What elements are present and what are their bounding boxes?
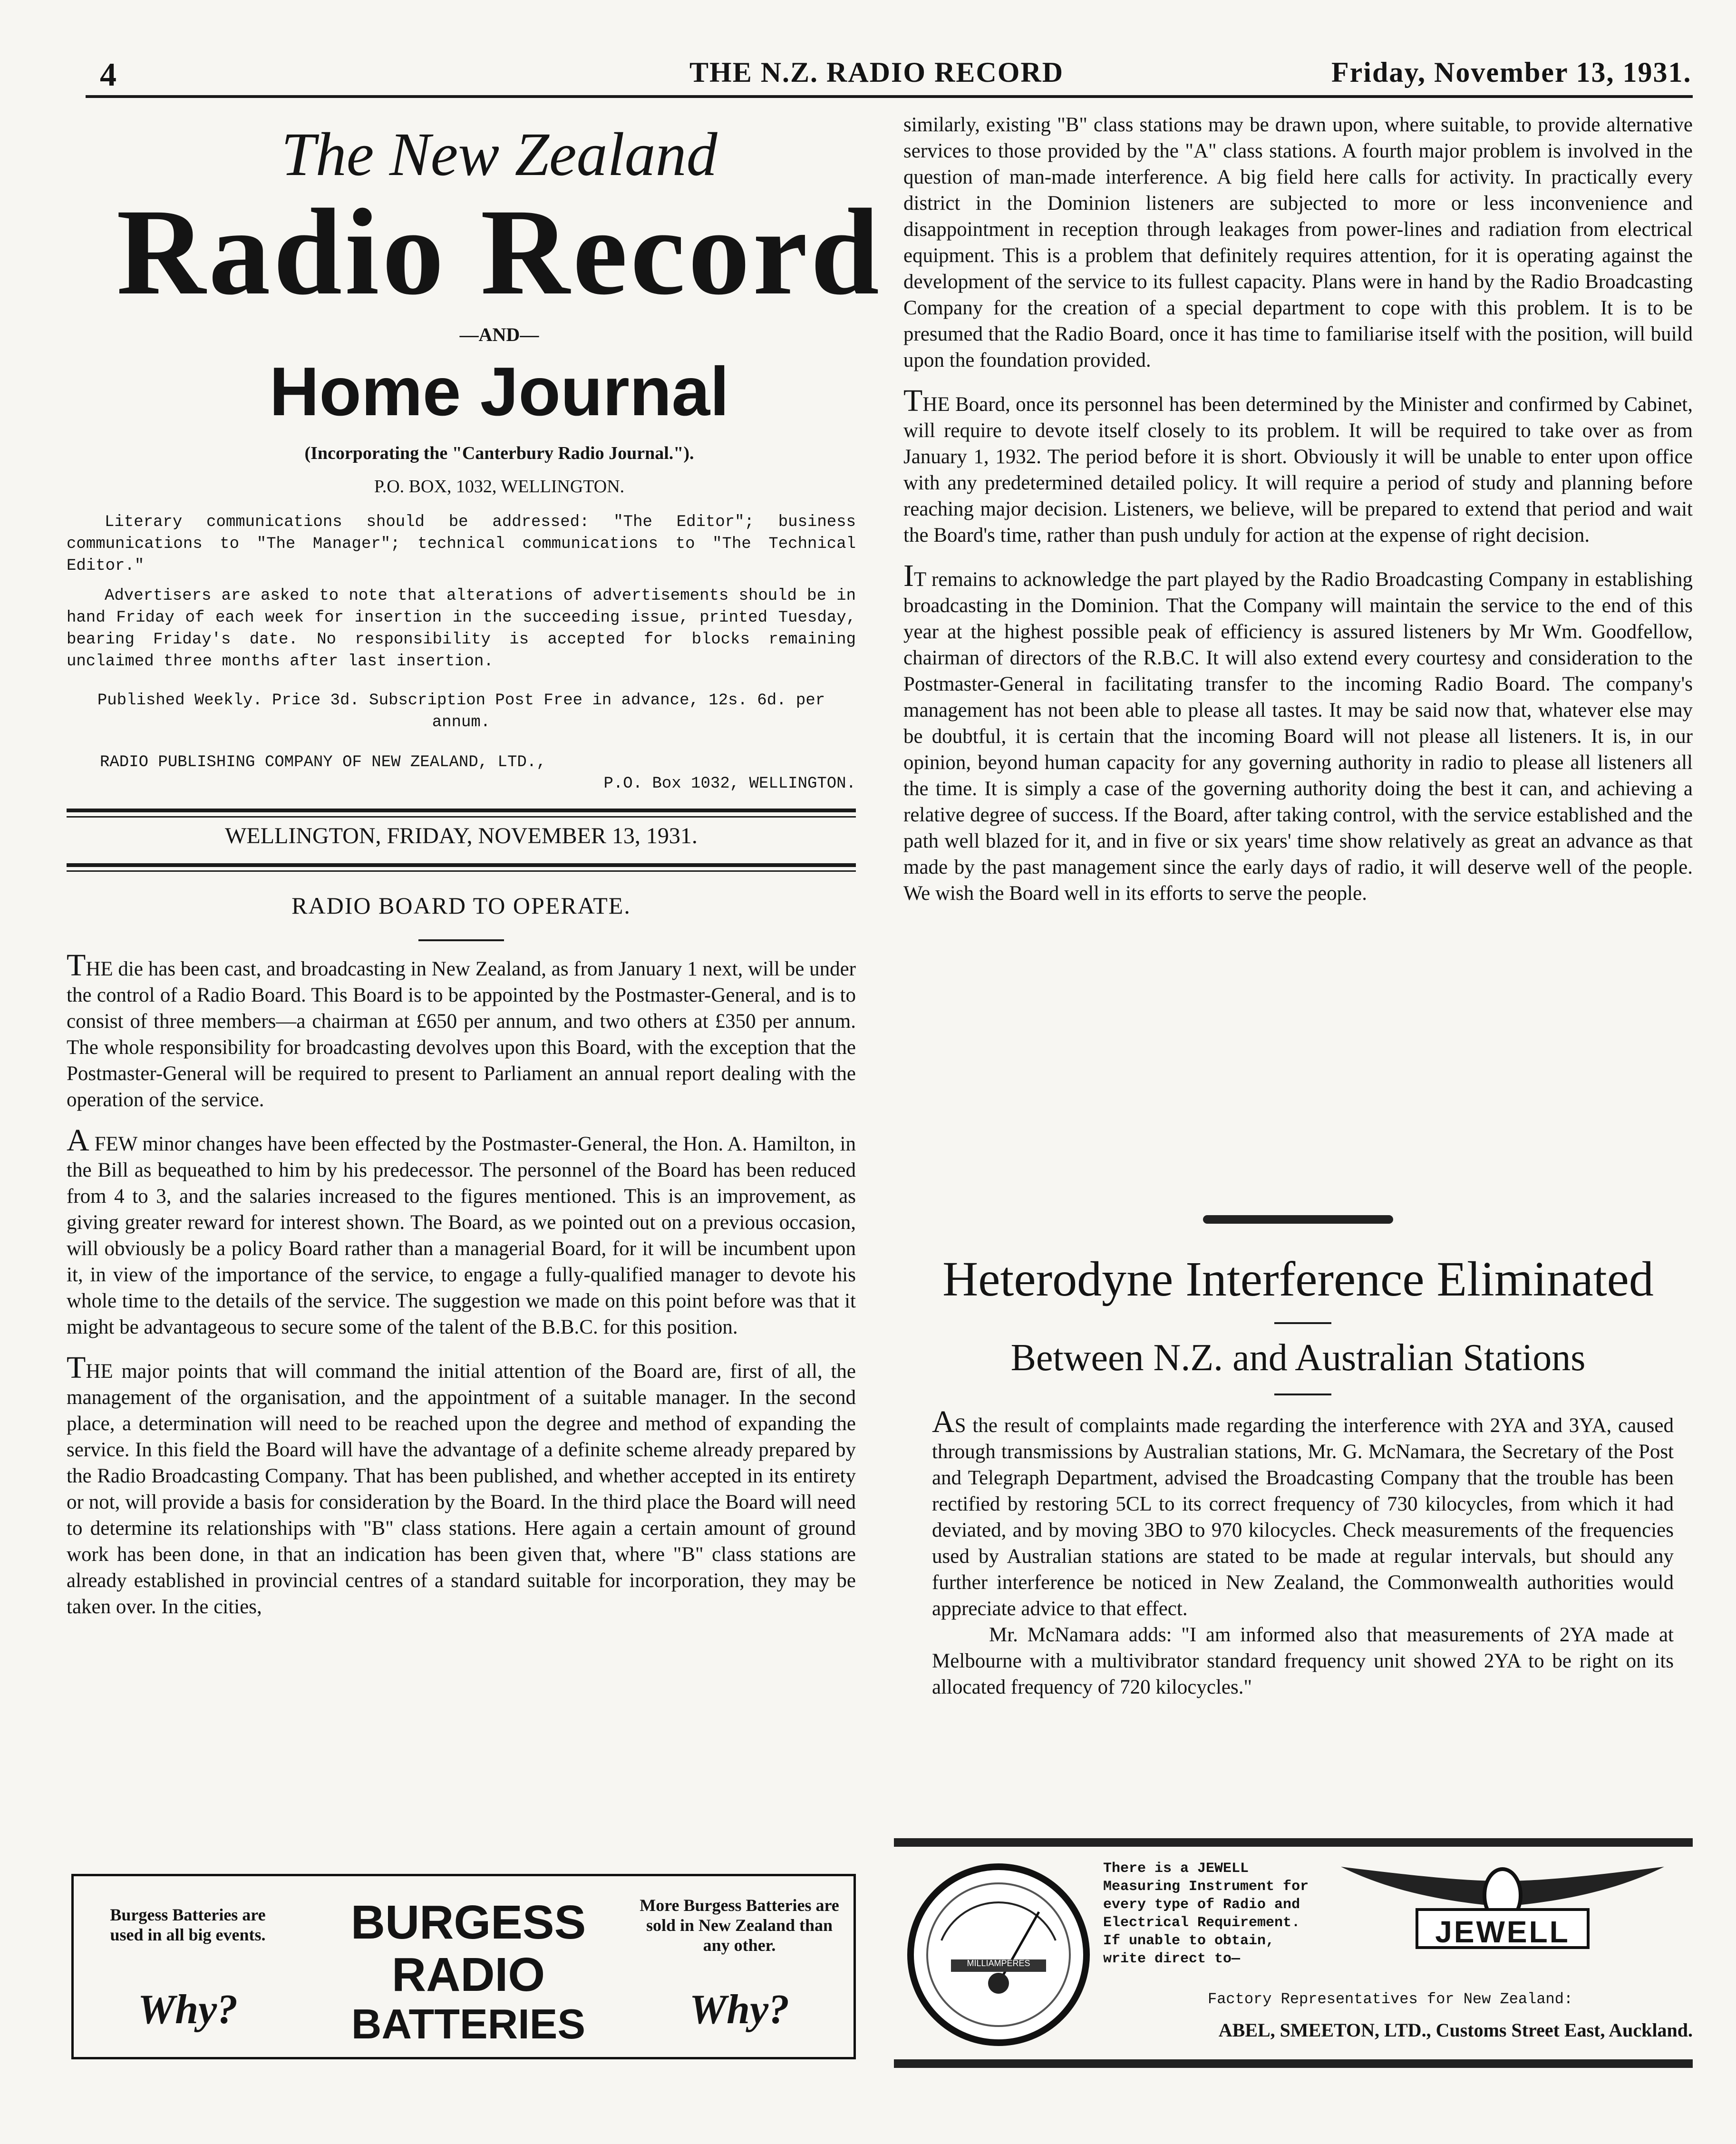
jewell-meter-label: MILLIAMPERES — [967, 1959, 1030, 1968]
editorial-title: RADIO BOARD TO OPERATE. — [291, 892, 631, 919]
editorial-paragraph-4: similarly, existing "B" class stations may be drawn upon, where suitable, to provide alternative services to those provided by the "A" class stations. A fourth major problem is involved in the question of man-made interference. A big field here calls for activity. In practically every district in the Dominion listeners are subjected to more or less inconvenience and disappointment in reception through leakages from power-lines and radiation from electrical equipment. This is a problem that definitely requires attention, for it is operating against the development of the service to its fullest capacity. Plans were in hand by the Radio Broadcasting Company for the creation of a special department to cope with this problem. It is to be presumed that the Radio Board, once it has time to familiarise itself with the position, will build upon the foundation provided. — [903, 114, 1693, 371]
burgess-why-left: Why? — [137, 1987, 238, 2033]
editorial-paragraph-1: THE die has been cast, and broadcasting in New Zealand, as from January 1 next, will be under the control of a Radio Board. This Board is to be appointed by the Postmaster-General, and is to consist of three members—a chairman at £650 per annum, and two others at £350 per annum. The whole responsibility for broadcasting devolves upon this Board, with the exception that the Postmaster-General will be required to present to Parliament an annual report dealing with the operation of the service. — [67, 948, 856, 1111]
header-rule — [86, 95, 1693, 98]
editorial-paragraph-2: A FEW minor changes have been effected by the Postmaster-General, the Hon. A. Hamilton, in the Bill as bequeathed to him by his predecessor. The personnel of the Board has been reduced from 4 to 3, and the salaries increased to the figures mentioned. This is an improvement, as giving greater reward for interest shown. The Board, as we pointed out on a previous occasion, will obviously be a policy Board rather than a managerial Board, for it will be incumbent upon it, in view of the importance of the service, to engage a fully-qualified manager to devote his whole time to the details of the service. The suggestion we made on this point before was that it might be advantageous to secure some of the talent of the B.B.C. for this position. — [67, 1123, 856, 1338]
masthead-literary: Literary communications should be addressed: "The Editor"; business communications to "The Manager"; technical communications to "The Technical Editor." — [67, 513, 856, 575]
editorial-paragraph-3: THE major points that will command the initial attention of the Board are, first of all, the management of the organisation, and the appointment of a suitable manager. In the second place, a determination will need to be reached upon the degree and method of expanding the service. In this field the Board will have the advantage of a definite scheme already prepared by the Radio Broadcasting Company. That has been published, and whether accepted in its entirety or not, will provide a basis for consideration by the Board. In the third place the Board will need to determine its relationships with "B" class stations. Here again a certain amount of ground work has been done, in that an indication has been given that, where "B" class stations are already established in provincial centres of a standard suitable for incorporation, they may be taken over. In the cities, — [67, 1350, 856, 1618]
burgess-right-text: More Burgess Batteries are sold in New Zealand than any other. — [640, 1896, 839, 1955]
dateline-rule-thin — [67, 870, 856, 872]
masthead-and: —AND— — [459, 324, 539, 345]
masthead-published: Published Weekly. Price 3d. Subscription Post Free in advance, 12s. 6d. per annum. — [97, 692, 825, 731]
title-ornament — [418, 939, 504, 941]
article-body — [932, 1404, 1674, 1718]
article-subhead: Between N.Z. and Australian Stations — [1010, 1337, 1586, 1379]
issue-date: Friday, November 13, 1931. — [1331, 57, 1692, 88]
masthead-company: RADIO PUBLISHING COMPANY OF NEW ZEALAND, LTD., — [100, 753, 546, 771]
masthead-company-address: P.O. Box 1032, WELLINGTON. — [603, 775, 856, 793]
dateline-rule — [67, 863, 856, 867]
editorial-paragraph-5: THE Board, once its personnel has been determined by the Minister and confirmed by Cabinet, will require to devote itself closely to its problem. It will be required to take over as from January 1, 1932. The period before it is short. Obviously it will be unable to enter upon office with any predetermined detailed policy. It will require a period of study and planning before reaching major decision. Listeners, we believe, will be prepared to extend that period and wait the Board's time, rather than push unduly for action at the expense of right decision. — [903, 383, 1693, 546]
masthead-title: Radio Record — [116, 184, 883, 321]
burgess-brand-line1: BURGESS — [350, 1896, 586, 1949]
jewell-meter-icon — [903, 1860, 1094, 2050]
article-paragraph-2: Mr. McNamara adds: "I am informed also that measurements of 2YA made at Melbourne with a multivibrator standard frequency unit showed 2YA to be right on its allocated frequency of 720 kilocycles." — [932, 1624, 1674, 1698]
article-headline: Heterodyne Interference Eliminated — [942, 1252, 1654, 1306]
masthead-address: P.O. BOX, 1032, WELLINGTON. — [374, 477, 625, 497]
masthead-rule-thin — [67, 816, 856, 818]
jewell-company: ABEL, SMEETON, LTD., Customs Street East, Auckland. — [1218, 2019, 1693, 2041]
page-number: 4 — [100, 57, 117, 93]
masthead-advertisers: Advertisers are asked to note that alterations of advertisements should be in hand Friday of each week for insertion in the succeeding issue, printed Tuesday, bearing Friday's date. No responsibility is accepted for blocks remaining unclaimed three months after last insertion. — [67, 587, 856, 671]
publication-name: THE N.Z. RADIO RECORD — [689, 57, 1064, 88]
burgess-brand-line2: RADIO — [391, 1948, 545, 2001]
burgess-left-text: Burgess Batteries are used in all big events. — [110, 1905, 266, 1944]
headline-rule — [1274, 1322, 1331, 1324]
burgess-brand-line3: BATTERIES — [351, 2000, 586, 2047]
jewell-top-border — [894, 1838, 1693, 1847]
jewell-bottom-border — [894, 2059, 1693, 2068]
section-ornament — [1203, 1215, 1393, 1224]
burgess-why-right: Why? — [689, 1987, 790, 2033]
masthead-subtitle: Home Journal — [269, 353, 729, 430]
masthead-line1: The New Zealand — [281, 120, 718, 189]
jewell-brand: JEWELL — [1435, 1915, 1570, 1949]
article-paragraph-1: AS the result of complaints made regarding the interference with 2YA and 3YA, caused through transmissions by Australian stations, Mr. G. McNamara, the Secretary of the Post and Telegraph Department, advised the Broadcasting Company that the trouble has been rectified by restoring 5CL to its correct frequency of 730 kilocycles, from which it had deviated, and by moving 3BO to 970 kilocycles. Check measurements of the frequencies used by Australian stations are stated to be made at regular intervals, but should any further interference be noticed in New Zealand, the Commonwealth authorities would appreciate advice to that effect. — [932, 1404, 1674, 1620]
subhead-rule — [1274, 1394, 1331, 1395]
editorial-paragraph-6: IT remains to acknowledge the part played by the Radio Broadcasting Company in establishing broadcasting in the Dominion. That the Company will maintain the service to the end of this year at the highest possible peak of efficiency is assured listeners by Mr Wm. Goodfellow, chairman of directors of the R.B.C. It will also extend every courtesy and consideration to the Postmaster-General in facilitating transfer to the incoming Radio Board. The company's management has not been able to please all tastes. It may be said now that, whatever else may be doubtful, it is certain that the incoming Board will not please all listeners. It is, in our opinion, beyond human capacity for any governing authority in radio to please all listeners all the time. It is simply a case of the governing authority doing the best it can, and achieving a relative degree of success. If the Board, after taking control, with the service established and the path well blazed for it, and in five or six years' time show relatively as great an advance as that made by the past management since the early days of radio, it will deserve well of the people. We wish the Board well in its efforts to serve the people. — [903, 558, 1693, 905]
masthead-incorporating: (Incorporating the "Canterbury Radio Journal."). — [304, 443, 694, 463]
jewell-representatives: Factory Representatives for New Zealand: — [1208, 1990, 1573, 2008]
burgess-ad — [71, 1874, 856, 2059]
editorial-right-column — [903, 112, 1693, 925]
masthead-rule — [67, 809, 856, 812]
editorial-left-column — [67, 948, 856, 1638]
jewell-ad-text: There is a JEWELL Measuring Instrument for every type of Radio and Electrical Requirement. If unable to obtain, write direct to— — [1103, 1861, 1309, 1967]
dateline: WELLINGTON, FRIDAY, NOVEMBER 13, 1931. — [225, 823, 698, 848]
